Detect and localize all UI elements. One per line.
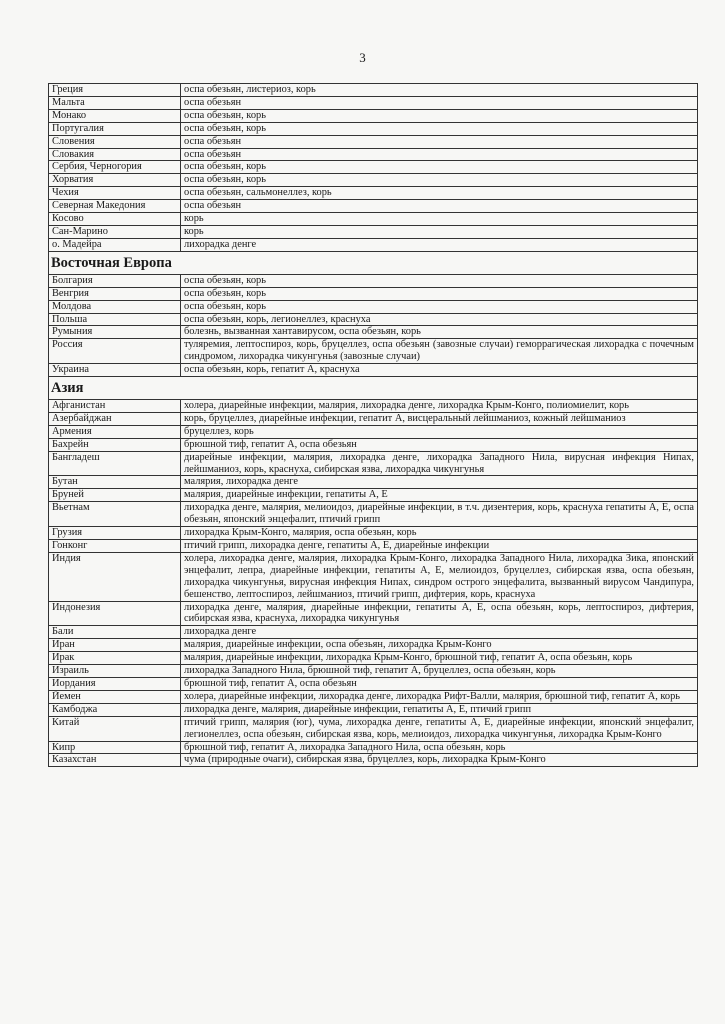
table-row — [49, 135, 698, 148]
diseases-cell: корь — [181, 213, 698, 226]
table-row — [49, 225, 698, 238]
diseases-cell: оспа обезьян, корь, легионеллез, краснуха — [181, 313, 698, 326]
country-cell: Бруней — [49, 489, 181, 502]
country-cell: Венгрия — [49, 287, 181, 300]
diseases-cell: холера, лихорадка денге, малярия, лихорадка Крым-Конго, лихорадка Западного Нила, лихорадка Зика, японский энцефалит, лепра, диарейные инфекции, гепатиты А, Е, мелиоидоз, бруцеллез, сибирская язва, оспа обезьян, лихорадка чикунгунья, вирусная инфекция Нипах, синдром острого энцефалита, вызванный вирусом Чандипура, бешенство, лептоспироз, лейшманиоз, птичий грипп, дифтерия, корь, краснуха — [181, 552, 698, 601]
table-row — [49, 690, 698, 703]
country-cell: Словакия — [49, 148, 181, 161]
country-cell: Армения — [49, 425, 181, 438]
country-cell: Чехия — [49, 187, 181, 200]
table-body — [49, 84, 698, 767]
table-row — [49, 741, 698, 754]
diseases-cell: лихорадка денге — [181, 238, 698, 251]
diseases-cell: малярия, лихорадка денге — [181, 476, 698, 489]
table-row — [49, 96, 698, 109]
table-row — [49, 274, 698, 287]
table-row — [49, 626, 698, 639]
country-cell: Бали — [49, 626, 181, 639]
table-row — [49, 287, 698, 300]
diseases-cell: оспа обезьян, корь — [181, 274, 698, 287]
table-row — [49, 148, 698, 161]
table-row — [49, 540, 698, 553]
table-row — [49, 187, 698, 200]
country-cell: Кипр — [49, 741, 181, 754]
country-cell: Сан-Марино — [49, 225, 181, 238]
diseases-cell: лихорадка Западного Нила, брюшной тиф, гепатит А, бруцеллез, оспа обезьян, корь — [181, 665, 698, 678]
country-cell: Гонконг — [49, 540, 181, 553]
diseases-cell: оспа обезьян, листериоз, корь — [181, 84, 698, 97]
country-cell: Камбоджа — [49, 703, 181, 716]
table-row — [49, 84, 698, 97]
diseases-cell: оспа обезьян, сальмонеллез, корь — [181, 187, 698, 200]
country-cell: Бутан — [49, 476, 181, 489]
table-row — [49, 601, 698, 626]
diseases-cell: брюшной тиф, гепатит А, оспа обезьян — [181, 438, 698, 451]
diseases-cell: малярия, диарейные инфекции, лихорадка Крым-Конго, брюшной тиф, гепатит А, оспа обезьян, корь — [181, 652, 698, 665]
diseases-cell: холера, диарейные инфекции, малярия, лихорадка денге, лихорадка Крым-Конго, полиомиелит, корь — [181, 400, 698, 413]
table-row — [49, 174, 698, 187]
table-row — [49, 665, 698, 678]
country-cell: Азербайджан — [49, 412, 181, 425]
diseases-cell: брюшной тиф, гепатит А, оспа обезьян — [181, 677, 698, 690]
table-row — [49, 400, 698, 413]
diseases-cell: малярия, диарейные инфекции, оспа обезьян, лихорадка Крым-Конго — [181, 639, 698, 652]
country-cell: Польша — [49, 313, 181, 326]
diseases-cell: корь — [181, 225, 698, 238]
country-cell: Грузия — [49, 527, 181, 540]
diseases-cell: лихорадка денге — [181, 626, 698, 639]
country-cell: Молдова — [49, 300, 181, 313]
country-cell: Казахстан — [49, 754, 181, 767]
country-cell: о. Мадейра — [49, 238, 181, 251]
country-cell: Китай — [49, 716, 181, 741]
country-cell: Болгария — [49, 274, 181, 287]
country-cell: Украина — [49, 364, 181, 377]
diseases-cell: оспа обезьян, корь — [181, 287, 698, 300]
country-cell: Израиль — [49, 665, 181, 678]
diseases-cell: птичий грипп, лихорадка денге, гепатиты А, Е, диарейные инфекции — [181, 540, 698, 553]
table-row — [49, 502, 698, 527]
diseases-cell: лихорадка денге, малярия, мелиоидоз, диарейные инфекции, в т.ч. дизентерия, корь, краснуха гепатиты А, Е, оспа обезьян, японский энцефалит, птичий грипп — [181, 502, 698, 527]
country-cell: Россия — [49, 339, 181, 364]
table-row — [49, 652, 698, 665]
country-disease-table — [48, 83, 698, 767]
country-cell: Словения — [49, 135, 181, 148]
table-row — [49, 716, 698, 741]
diseases-cell: оспа обезьян, корь — [181, 174, 698, 187]
table-row — [49, 489, 698, 502]
table-row — [49, 451, 698, 476]
diseases-cell: оспа обезьян, корь — [181, 161, 698, 174]
diseases-cell: лихорадка денге, малярия, диарейные инфекции, гепатиты А, Е, оспа обезьян, корь, лептоспироз, дифтерия, сибирская язва, краснуха, лихорадка чикунгунья — [181, 601, 698, 626]
table-row — [49, 438, 698, 451]
diseases-cell: оспа обезьян, корь — [181, 300, 698, 313]
diseases-cell: болезнь, вызванная хантавирусом, оспа обезьян, корь — [181, 326, 698, 339]
table-row — [49, 200, 698, 213]
section-heading: Азия — [49, 377, 698, 400]
diseases-cell: чума (природные очаги), сибирская язва, бруцеллез, корь, лихорадка Крым-Конго — [181, 754, 698, 767]
country-cell: Монако — [49, 109, 181, 122]
country-cell: Румыния — [49, 326, 181, 339]
diseases-cell: холера, диарейные инфекции, лихорадка денге, лихорадка Рифт-Валли, малярия, брюшной тиф, гепатит А, корь — [181, 690, 698, 703]
diseases-cell: оспа обезьян — [181, 96, 698, 109]
table-row — [49, 639, 698, 652]
table-row — [49, 339, 698, 364]
diseases-cell: бруцеллез, корь — [181, 425, 698, 438]
diseases-cell: брюшной тиф, гепатит А, лихорадка Западного Нила, оспа обезьян, корь — [181, 741, 698, 754]
country-cell: Сербия, Черногория — [49, 161, 181, 174]
table-row — [49, 300, 698, 313]
country-cell: Греция — [49, 84, 181, 97]
table-row — [49, 425, 698, 438]
country-cell: Ирак — [49, 652, 181, 665]
diseases-cell: птичий грипп, малярия (юг), чума, лихорадка денге, гепатиты А, Е, диарейные инфекции, японский энцефалит, легионеллез, оспа обезьян, сибирская язва, корь, мелиоидоз, лихорадка чикунгунья, лихорадка Крым-Конго — [181, 716, 698, 741]
table-row — [49, 703, 698, 716]
section-row — [49, 377, 698, 400]
country-cell: Хорватия — [49, 174, 181, 187]
country-cell: Бахрейн — [49, 438, 181, 451]
table-row — [49, 326, 698, 339]
country-cell: Индия — [49, 552, 181, 601]
section-heading: Восточная Европа — [49, 251, 698, 274]
table-row — [49, 412, 698, 425]
table-row — [49, 552, 698, 601]
table-row — [49, 122, 698, 135]
country-cell: Афганистан — [49, 400, 181, 413]
country-cell: Индонезия — [49, 601, 181, 626]
diseases-cell: оспа обезьян, корь — [181, 122, 698, 135]
country-cell: Бангладеш — [49, 451, 181, 476]
table-row — [49, 677, 698, 690]
diseases-cell: корь, бруцеллез, диарейные инфекции, гепатит А, висцеральный лейшманиоз, кожный лейшманиоз — [181, 412, 698, 425]
diseases-cell: оспа обезьян, корь — [181, 109, 698, 122]
table-row — [49, 109, 698, 122]
country-cell: Вьетнам — [49, 502, 181, 527]
country-cell: Мальта — [49, 96, 181, 109]
diseases-cell: лихорадка Крым-Конго, малярия, оспа обезьян, корь — [181, 527, 698, 540]
diseases-cell: оспа обезьян — [181, 148, 698, 161]
diseases-cell: туляремия, лептоспироз, корь, бруцеллез, оспа обезьян (завозные случаи) геморрагическая лихорадка с почечным синдромом, лихорадка чикунгунья (завозные случаи) — [181, 339, 698, 364]
table-row — [49, 364, 698, 377]
page-number: 3 — [359, 50, 366, 65]
country-cell: Иордания — [49, 677, 181, 690]
diseases-cell: оспа обезьян — [181, 135, 698, 148]
table-row — [49, 527, 698, 540]
table-row — [49, 476, 698, 489]
table-row — [49, 213, 698, 226]
diseases-cell: оспа обезьян — [181, 200, 698, 213]
diseases-cell: диарейные инфекции, малярия, лихорадка денге, лихорадка Западного Нила, вирусная инфекция Нипах, лейшманиоз, корь, краснуха, сибирская язва, лихорадка чикунгунья — [181, 451, 698, 476]
country-cell: Йемен — [49, 690, 181, 703]
country-cell: Иран — [49, 639, 181, 652]
diseases-cell: лихорадка денге, малярия, диарейные инфекции, гепатиты А, Е, птичий грипп — [181, 703, 698, 716]
diseases-cell: оспа обезьян, корь, гепатит А, краснуха — [181, 364, 698, 377]
section-row — [49, 251, 698, 274]
table-row — [49, 238, 698, 251]
country-cell: Северная Македония — [49, 200, 181, 213]
country-cell: Косово — [49, 213, 181, 226]
diseases-cell: малярия, диарейные инфекции, гепатиты А, Е — [181, 489, 698, 502]
table-row — [49, 161, 698, 174]
table-row — [49, 313, 698, 326]
country-cell: Португалия — [49, 122, 181, 135]
table-row — [49, 754, 698, 767]
